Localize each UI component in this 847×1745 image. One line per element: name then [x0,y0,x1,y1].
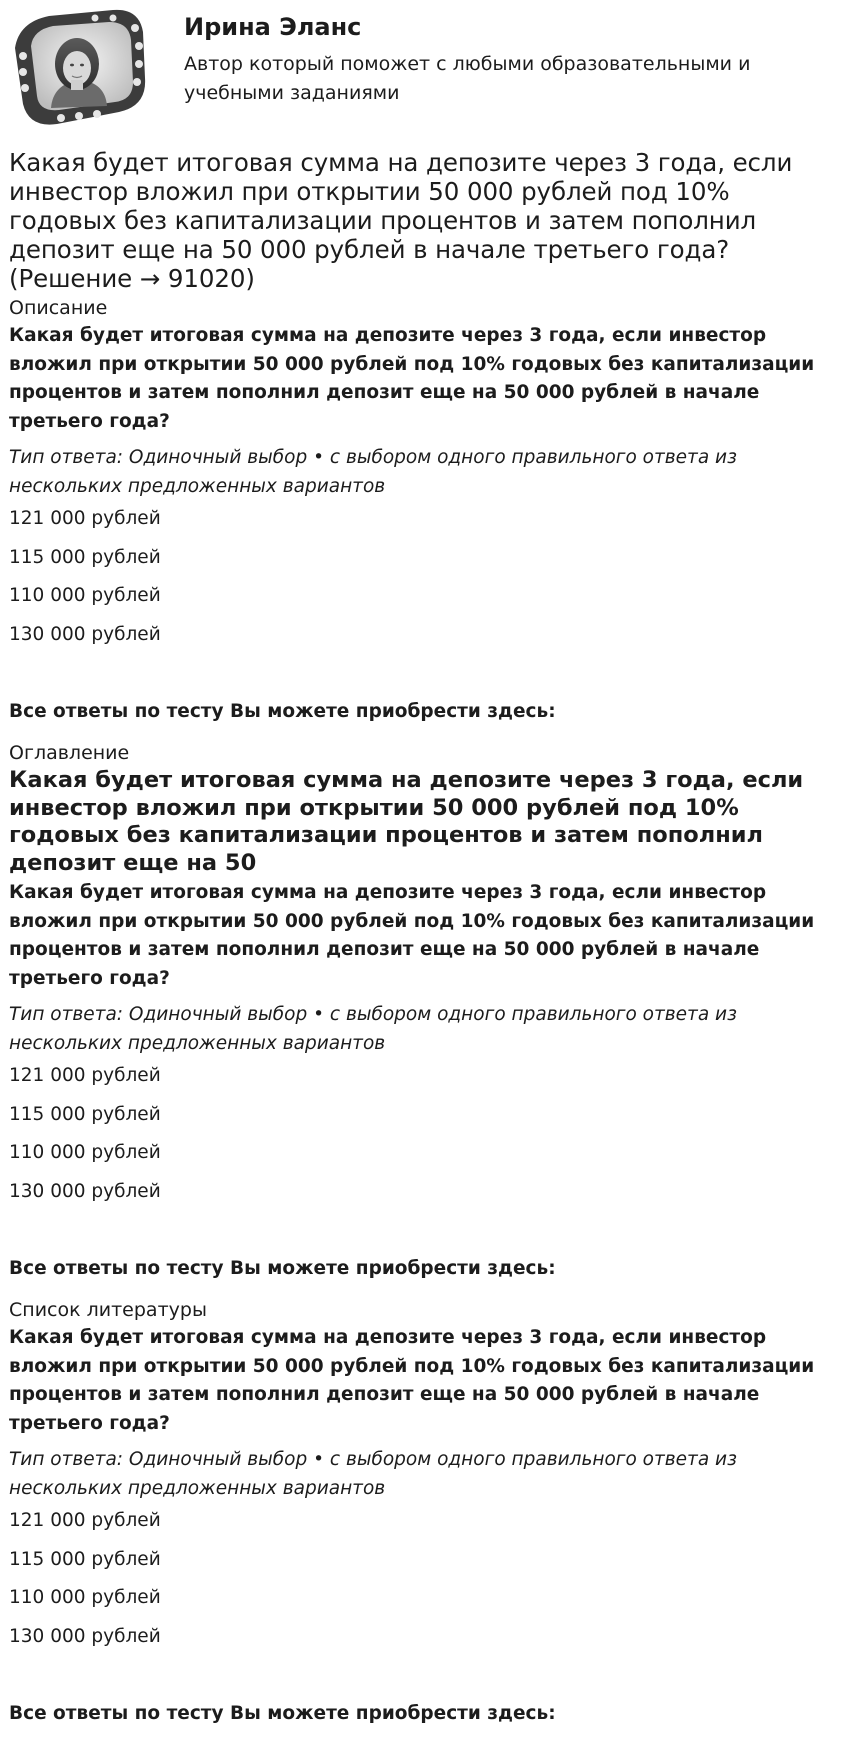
buy-answers-text: Все ответы по тесту Вы можете приобрести здесь: [9,1703,556,1724]
answer-type: Тип ответа: Одиночный выбор • с выбором одного правильного ответа из нескольких предложенных вариантов [9,1449,737,1499]
question-text: Какая будет итоговая сумма на депозите через 3 года, если инвестор вложил при открытии 50 000 рублей под 10% годовых без капитализации процентов и затем пополнил депозит еще на 50 000 рублей в начале третьего года? [9,882,815,989]
answer-option: 115 000 рублей [9,1548,161,1570]
section-label: Описание [9,297,108,319]
answer-type: Тип ответа: Одиночный выбор • с выбором одного правильного ответа из нескольких предложенных вариантов [9,1004,737,1054]
author-avatar[interactable] [9,8,149,126]
answer-option: 130 000 рублей [9,623,161,645]
answer-options [9,1509,839,1663]
author-name[interactable]: Ирина Эланс [184,13,362,41]
answer-options [9,507,839,661]
answer-option: 130 000 рублей [9,1625,161,1647]
question-text: Какая будет итоговая сумма на депозите через 3 года, если инвестор вложил при открытии 50 000 рублей под 10% годовых без капитализации процентов и затем пополнил депозит еще на 50 000 рублей в начале третьего года? [9,325,815,432]
answer-option: 110 000 рублей [9,585,161,606]
answer-option: 130 000 рублей [9,1180,161,1202]
author-card [9,0,839,132]
buy-answers-text: Все ответы по тесту Вы можете приобрести здесь: [9,701,556,722]
answer-options [9,1064,839,1218]
section-references [9,1298,839,1726]
section-description [9,296,839,724]
section-table-of-contents [9,741,839,1281]
question-text: Какая будет итоговая сумма на депозите через 3 года, если инвестор вложил при открытии 50 000 рублей под 10% годовых без капитализации процентов и затем пополнил депозит еще на 50 000 рублей в начале третьего года? [9,1327,815,1434]
buy-answers-text: Все ответы по тесту Вы можете приобрести здесь: [9,1258,556,1279]
answer-option: 110 000 рублей [9,1142,161,1163]
answer-option: 121 000 рублей [9,508,161,529]
section-label: Список литературы [9,1299,207,1321]
answer-type: Тип ответа: Одиночный выбор • с выбором одного правильного ответа из нескольких предложенных вариантов [9,447,737,497]
answer-option: 121 000 рублей [9,1065,161,1086]
answer-option: 110 000 рублей [9,1587,161,1608]
page-title: Какая будет итоговая сумма на депозите через 3 года, если инвестор вложил при открытии 50 000 рублей под 10% годовых без капитализации процентов и затем пополнил депозит еще на 50 000 рублей в начале третьего года? (Решение → 91020) [9,148,793,293]
answer-option: 115 000 рублей [9,546,161,568]
author-description: Автор который поможет с любыми образовательными и учебными заданиями [184,53,751,104]
section-heading: Какая будет итоговая сумма на депозите через 3 года, если инвестор вложил при открытии 50 000 рублей под 10% годовых без капитализации процентов и затем пополнил депозит еще на 50 [9,767,804,876]
answer-option: 115 000 рублей [9,1103,161,1125]
page [9,0,839,1726]
answer-option: 121 000 рублей [9,1510,161,1531]
section-label: Оглавление [9,742,130,764]
